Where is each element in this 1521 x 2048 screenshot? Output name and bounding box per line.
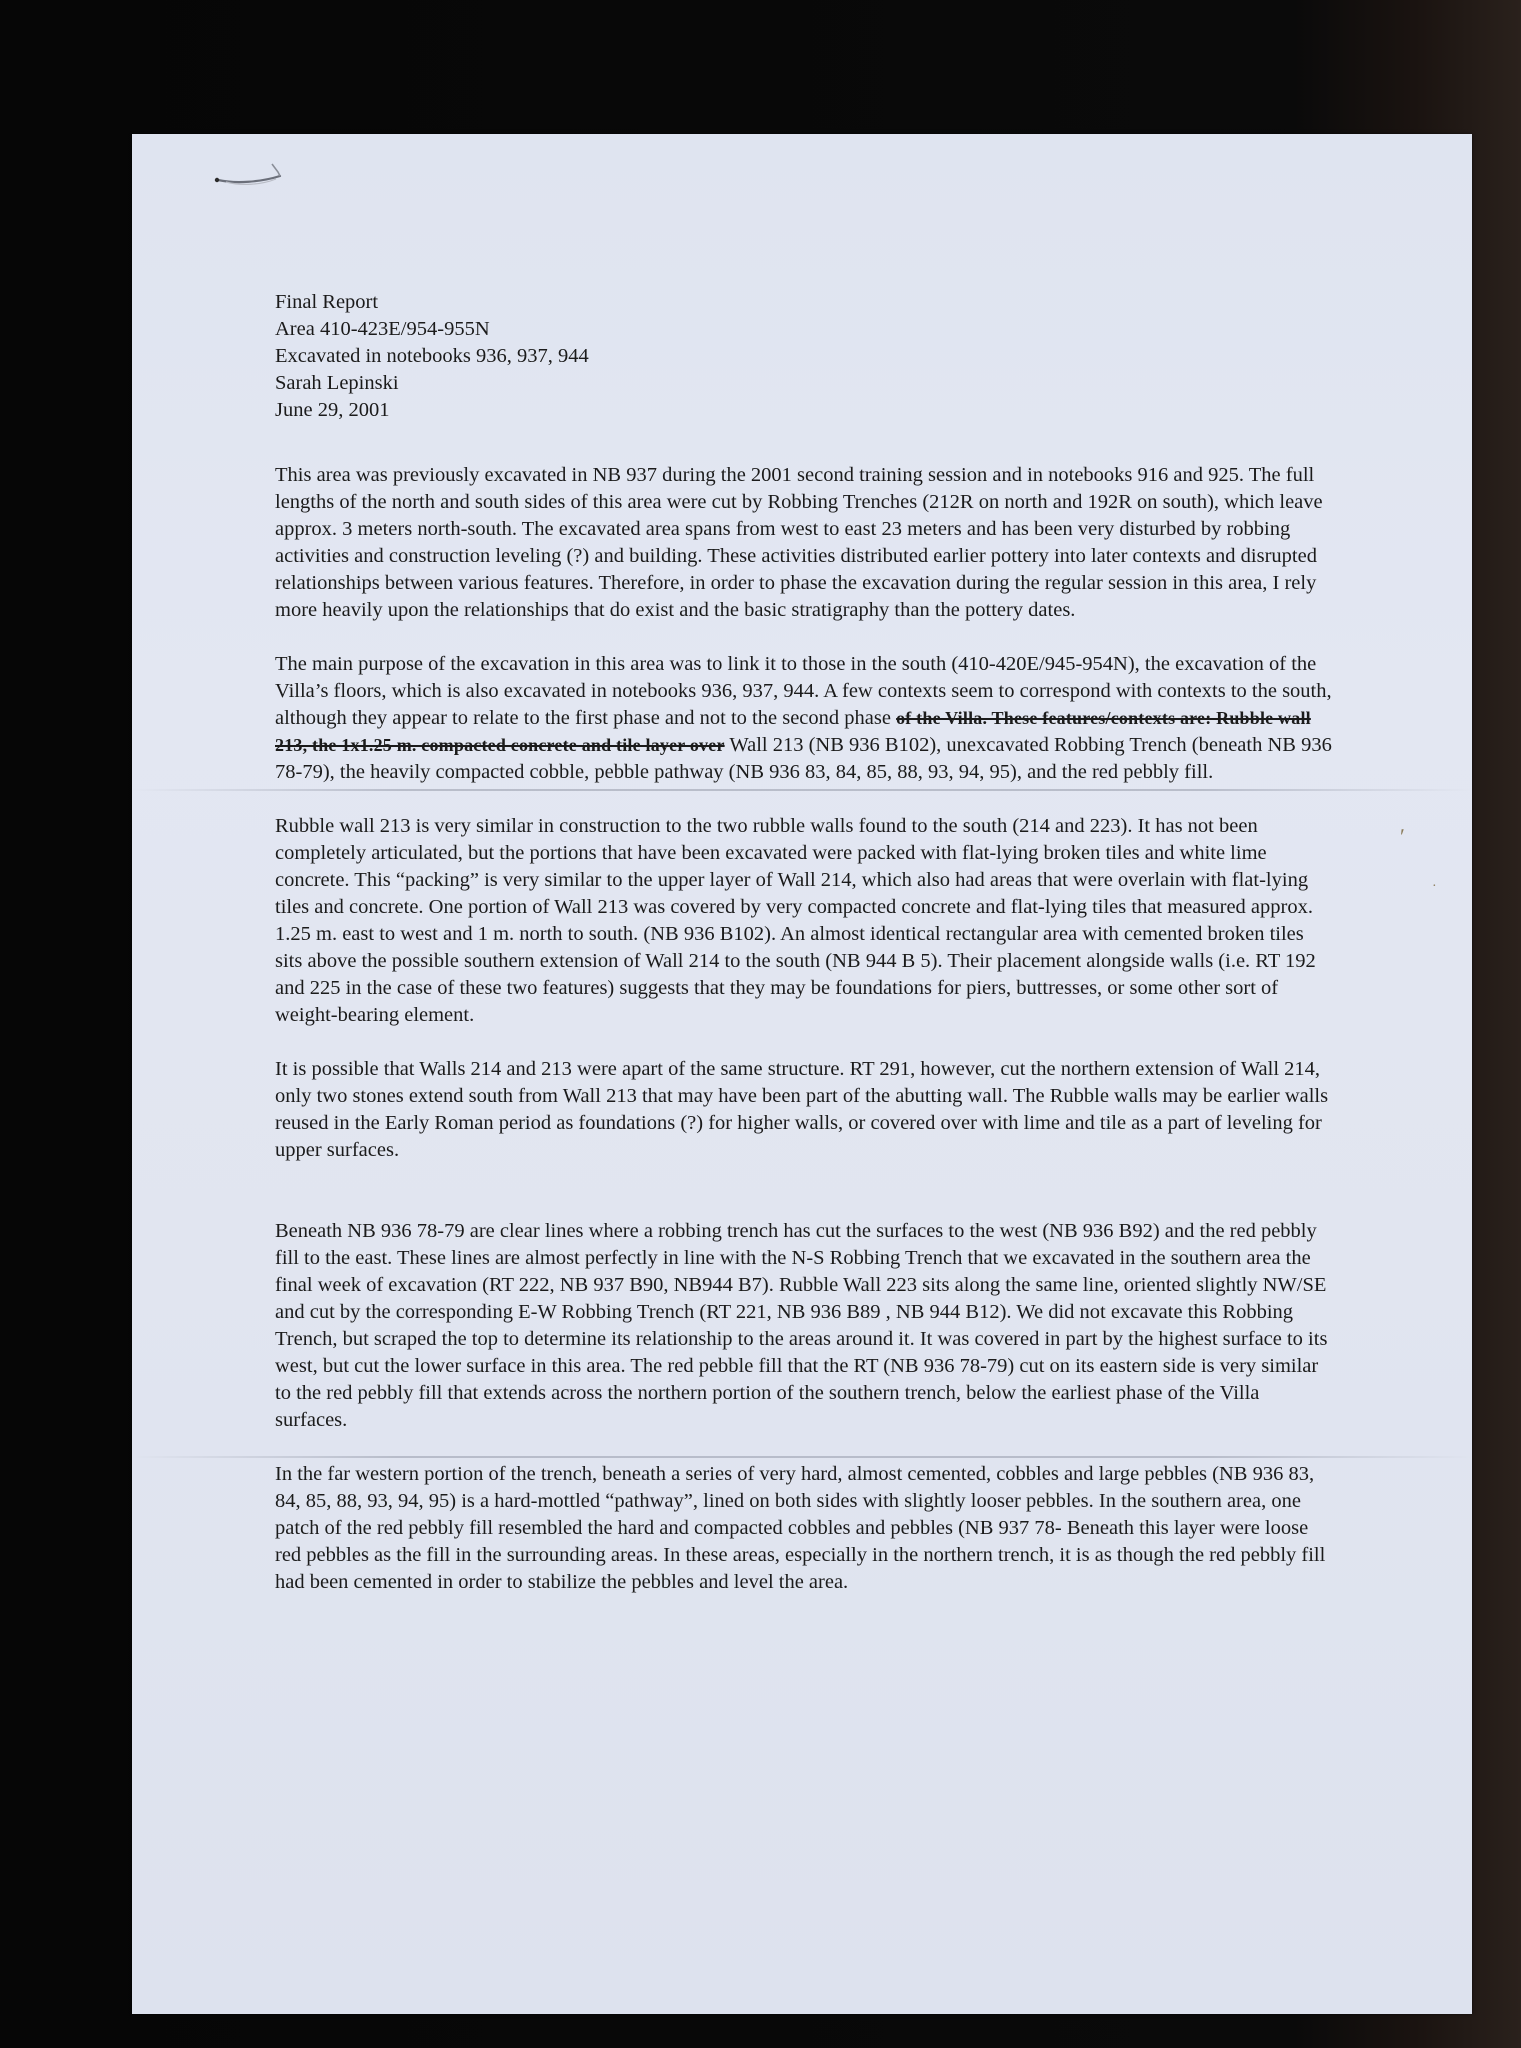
document-body: [275, 289, 1335, 1623]
struck-through-text: of the Villa. These features/contexts are: Rubble wall 213, the 1x1.25 m. compacted concrete and tile layer over: [275, 708, 1311, 755]
paragraph-purpose-text-continued: Wall 213 (NB 936 B102), unexcavated Robbing Trench (beneath NB 936 78-79), the heavily compacted cobble, pebble pathway (NB 936 83, 84, 85, 88, 93, 94, 95), and the red pebbly fill.: [275, 734, 1332, 783]
report-header: [275, 289, 1335, 424]
paragraph-robbing-trench: Beneath NB 936 78-79 are clear lines where a robbing trench has cut the surfaces to the west (NB 936 B92) and the red pebbly fill to the east. These lines are almost perfectly in line with the N-S Robbing Trench that we excavated in the southern area the final week of excavation (RT 222, NB 937 B90, NB944 B7). Rubble Wall 223 sits along the same line, oriented slightly NW/SE and cut by the corresponding E-W Robbing Trench (RT 221, NB 936 B89 , NB 944 B12). We did not excavate this Robbing Trench, but scraped the top to determine its relationship to the areas around it. It was covered in part by the highest surface to its west, but cut the lower surface in this area. The red pebble fill that the RT (NB 936 78-79) cut on its eastern side is very similar to the red pebbly fill that extends across the northern portion of the southern trench, below the earliest phase of the Villa surfaces.: [275, 1220, 1328, 1431]
paragraph-walls-relationship: It is possible that Walls 214 and 213 were apart of the same structure. RT 291, however, cut the northern extension of Wall 214, only two stones extend south from Wall 213 that may have been part of the abutting wall. The Rubble walls may be earlier walls reused in the Early Roman period as foundations (?) for higher walls, or covered over with lime and tile as a part of leveling for upper surfaces.: [275, 1058, 1329, 1161]
report-author: Sarah Lepinski: [275, 372, 399, 394]
report-date: June 29, 2001: [275, 399, 390, 421]
paragraph-purpose-text: The main purpose of the excavation in this area was to link it to those in the south (410-420E/945-954N), the excavation of the Villa’s floors, which is also excavated in notebooks 936, 937, 944. A few contexts seem to correspond with contexts to the south, although they appear to relate to the first phase and not to the second phase: [275, 653, 1332, 729]
report-title: Final Report: [275, 291, 379, 313]
stray-pen-mark: ʹ: [1400, 824, 1405, 849]
paragraph-intro: This area was previously excavated in NB 937 during the 2001 second training session and in notebooks 916 and 925. The full lengths of the north and south sides of this area were cut by Robbing Trenches (212R on north and 192R on south), which leave approx. 3 meters north-south. The excavated area spans from west to east 23 meters and has been very disturbed by robbing activities and construction leveling (?) and building. These activities distributed earlier pottery into later contexts and disrupted relationships between various features. Therefore, in order to phase the excavation during the regular session in this area, I rely more heavily upon the relationships that do exist and the basic stratigraphy than the pottery dates.: [275, 464, 1323, 621]
paragraph-purpose: [275, 651, 1335, 786]
stray-pen-mark: ·: [1432, 879, 1437, 894]
paragraph-western-pathway: In the far western portion of the trench, beneath a series of very hard, almost cemented, cobbles and large pebbles (NB 936 83, 84, 85, 88, 93, 94, 95) is a hard-mottled “pathway”, lined on both sides with slightly looser pebbles. In the southern area, one patch of the red pebbly fill resembled the hard and compacted cobbles and pebbles (NB 937 78- Beneath this layer were loose red pebbles as the fill in the surrounding areas. In these areas, especially in the northern trench, it is as though the red pebbly fill had been cemented in order to stabilize the pebbles and level the area.: [275, 1463, 1326, 1593]
staple-hole-icon: [206, 158, 296, 198]
report-area: Area 410-423E/954-955N: [275, 318, 490, 340]
paragraph-rubble-wall: Rubble wall 213 is very similar in construction to the two rubble walls found to the south (214 and 223). It has not been completely articulated, but the portions that have been excavated were packed with flat-lying broken tiles and white lime concrete. This “packing” is very similar to the upper layer of Wall 214, which also had areas that were overlain with flat-lying tiles and concrete. One portion of Wall 213 was covered by very compacted concrete and flat-lying tiles that measured approx. 1.25 m. east to west and 1 m. north to south. (NB 936 B102). An almost identical rectangular area with cemented broken tiles sits above the possible southern extension of Wall 214 to the south (NB 944 B 5). Their placement alongside walls (i.e. RT 192 and 225 in the case of these two features) suggests that they may be foundations for piers, buttresses, or some other sort of weight-bearing element.: [275, 815, 1316, 1026]
report-notebooks: Excavated in notebooks 936, 937, 944: [275, 345, 589, 367]
